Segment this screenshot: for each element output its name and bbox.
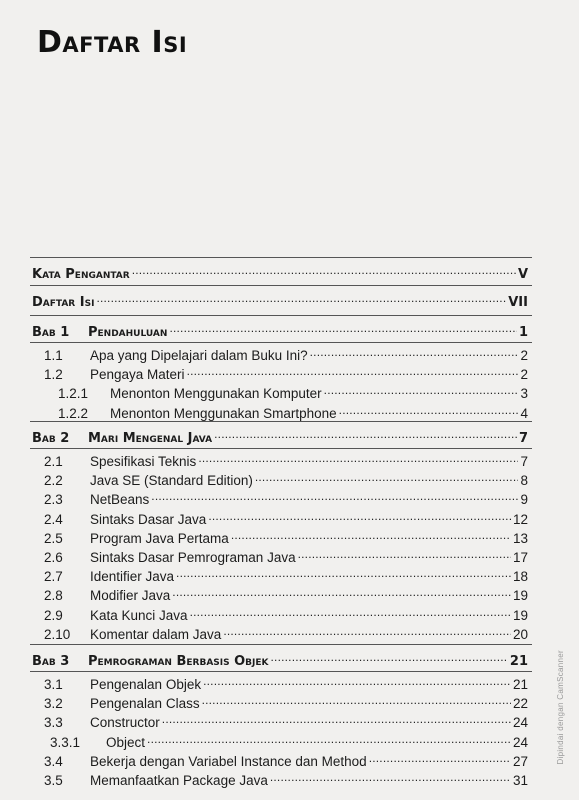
toc-entry-number: 2.3: [44, 492, 63, 508]
toc-section: [0, 750, 528, 770]
toc-entry-label: Object: [106, 734, 146, 750]
leader-dots: [176, 565, 511, 581]
toc-section: [0, 527, 528, 547]
toc-chapter: [0, 649, 528, 669]
toc-front-matter: [0, 262, 528, 282]
toc-entry-number: 2.5: [44, 530, 63, 546]
toc-entry-page: V: [517, 267, 528, 282]
leader-dots: [369, 750, 511, 766]
toc-front-matter: [0, 290, 528, 310]
toc-section: [0, 604, 528, 624]
toc-entry-label: Pendahuluan: [88, 325, 168, 340]
toc-entry-page: 8: [520, 473, 528, 489]
toc-entry-page: VII: [508, 295, 528, 310]
toc-entry-page: 7: [518, 431, 528, 446]
leader-dots: [169, 320, 517, 336]
toc-entry-label: Modifier Java: [90, 588, 171, 604]
toc-section: [0, 731, 528, 751]
toc-entry-number: 2.10: [44, 626, 71, 642]
leader-dots: [96, 290, 506, 306]
toc-entry-number: Bab 1: [32, 325, 70, 340]
section-divider: [30, 421, 532, 422]
toc-entry-page: 7: [520, 454, 528, 469]
leader-dots: [198, 450, 518, 466]
toc-entry-label: Pengaya Materi: [90, 367, 185, 383]
toc-entry-number: 2.1: [44, 454, 63, 469]
toc-entry-page: 27: [512, 753, 528, 769]
leader-dots: [172, 584, 511, 600]
toc-entry-label: Bekerja dengan Variabel Instance dan Method: [90, 753, 367, 769]
section-divider: [30, 257, 532, 258]
toc-entry-label: Komentar dalam Java: [90, 626, 222, 642]
toc-entry-label: Pengenalan Class: [90, 696, 200, 712]
leader-dots: [202, 692, 511, 708]
leader-dots: [271, 649, 508, 665]
leader-dots: [203, 673, 511, 689]
toc-entry-number: 3.5: [44, 773, 63, 788]
leader-dots: [324, 382, 519, 398]
toc-entry-page: 2: [520, 367, 528, 383]
toc-entry-label: Java SE (Standard Edition): [90, 473, 253, 489]
toc-entry-label: Apa yang Dipelajari dalam Buku Ini?: [90, 348, 308, 363]
toc-entry-number: 1.2.2: [58, 405, 89, 421]
toc-entry-page: 19: [512, 607, 528, 623]
toc-entry-number: 3.4: [44, 753, 63, 769]
toc-entry-label: Pemrograman Berbasis Objek: [88, 654, 269, 669]
section-divider: [30, 285, 532, 286]
toc-entry-number: 2.6: [44, 550, 63, 565]
section-divider: [30, 448, 532, 449]
toc-section: [0, 673, 528, 693]
toc-section: [0, 382, 528, 402]
toc-entry-page: 9: [520, 492, 528, 508]
leader-dots: [187, 363, 519, 379]
leader-dots: [214, 426, 517, 442]
toc-section: [0, 711, 528, 731]
leader-dots: [255, 469, 519, 485]
section-divider: [30, 644, 532, 645]
toc-entry-page: 18: [512, 569, 528, 585]
section-divider: [30, 342, 532, 343]
leader-dots: [298, 546, 511, 562]
toc-section: [0, 584, 528, 604]
toc-entry-number: 2.8: [44, 588, 63, 604]
toc-entry-label: Pengenalan Objek: [90, 677, 202, 692]
leader-dots: [310, 344, 519, 360]
toc-entry-label: Spesifikasi Teknis: [90, 454, 197, 469]
toc-entry-page: 17: [512, 550, 528, 565]
toc-entry-label: Identifier Java: [90, 569, 175, 585]
toc-entry-label: Kata Kunci Java: [90, 607, 188, 623]
page-title: Daftar Isi: [37, 25, 188, 60]
toc-entry-number: 3.3: [44, 715, 63, 731]
toc-entry-page: 24: [512, 715, 528, 731]
toc-entry-number: 1.2.1: [58, 386, 89, 402]
toc-entry-label: Kata Pengantar: [32, 267, 130, 282]
leader-dots: [132, 262, 516, 278]
leader-dots: [162, 711, 511, 727]
toc-entry-number: 1.2: [44, 367, 63, 383]
toc-entry-number: 3.1: [44, 677, 63, 692]
section-divider: [30, 671, 532, 672]
toc-section: [0, 344, 528, 364]
leader-dots: [231, 527, 511, 543]
toc-entry-page: 3: [520, 386, 528, 402]
toc-entry-label: Sintaks Dasar Pemrograman Java: [90, 550, 296, 565]
toc-entry-page: 2: [520, 348, 528, 363]
toc-entry-number: 2.7: [44, 569, 63, 585]
toc-section: [0, 469, 528, 489]
toc-entry-label: Menonton Menggunakan Smartphone: [110, 405, 337, 421]
toc-entry-page: 21: [512, 677, 528, 692]
toc-entry-label: Mari Mengenal Java: [88, 431, 213, 446]
toc-entry-number: 3.3.1: [50, 734, 81, 750]
toc-section: [0, 450, 528, 470]
toc-entry-page: 20: [512, 626, 528, 642]
toc-entry-label: NetBeans: [90, 492, 150, 508]
toc-section: [0, 565, 528, 585]
toc-entry-page: 4: [520, 405, 528, 421]
toc-entry-number: Bab 3: [32, 654, 70, 669]
leader-dots: [270, 769, 511, 785]
toc-entry-label: Menonton Menggunakan Komputer: [110, 386, 322, 402]
scanner-watermark: Dipindai dengan CamScanner: [556, 650, 565, 765]
toc-entry-number: Bab 2: [32, 431, 70, 446]
toc-section: [0, 546, 528, 566]
toc-entry-label: Memanfaatkan Package Java: [90, 773, 268, 788]
leader-dots: [223, 623, 511, 639]
toc-entry-number: 1.1: [44, 348, 63, 363]
toc-entry-page: 1: [518, 325, 528, 340]
section-divider: [30, 315, 532, 316]
toc-entry-label: Daftar Isi: [32, 295, 95, 310]
leader-dots: [339, 402, 519, 418]
toc-section: [0, 363, 528, 383]
toc-entry-page: 19: [512, 588, 528, 604]
toc-section: [0, 692, 528, 712]
toc-entry-page: 24: [512, 734, 528, 750]
toc-chapter: [0, 320, 528, 340]
toc-entry-number: 3.2: [44, 696, 63, 712]
toc-entry-number: 2.2: [44, 473, 63, 489]
toc-section: [0, 488, 528, 508]
toc-section: [0, 508, 528, 528]
leader-dots: [190, 604, 511, 620]
toc-entry-page: 22: [512, 696, 528, 712]
toc-entry-label: Program Java Pertama: [90, 530, 229, 546]
toc-entry-label: Constructor: [90, 715, 160, 731]
toc-entry-page: 12: [512, 511, 528, 527]
toc-section: [0, 402, 528, 422]
toc-entry-label: Sintaks Dasar Java: [90, 511, 207, 527]
toc-chapter: [0, 426, 528, 446]
toc-entry-page: 31: [512, 773, 528, 788]
toc-entry-number: 2.9: [44, 607, 63, 623]
toc-entry-number: 2.4: [44, 511, 63, 527]
toc-section: [0, 623, 528, 643]
toc-section: [0, 769, 528, 789]
leader-dots: [151, 488, 518, 504]
toc-entry-page: 21: [509, 654, 528, 669]
leader-dots: [208, 508, 511, 524]
toc-entry-page: 13: [512, 530, 528, 546]
leader-dots: [147, 731, 511, 747]
